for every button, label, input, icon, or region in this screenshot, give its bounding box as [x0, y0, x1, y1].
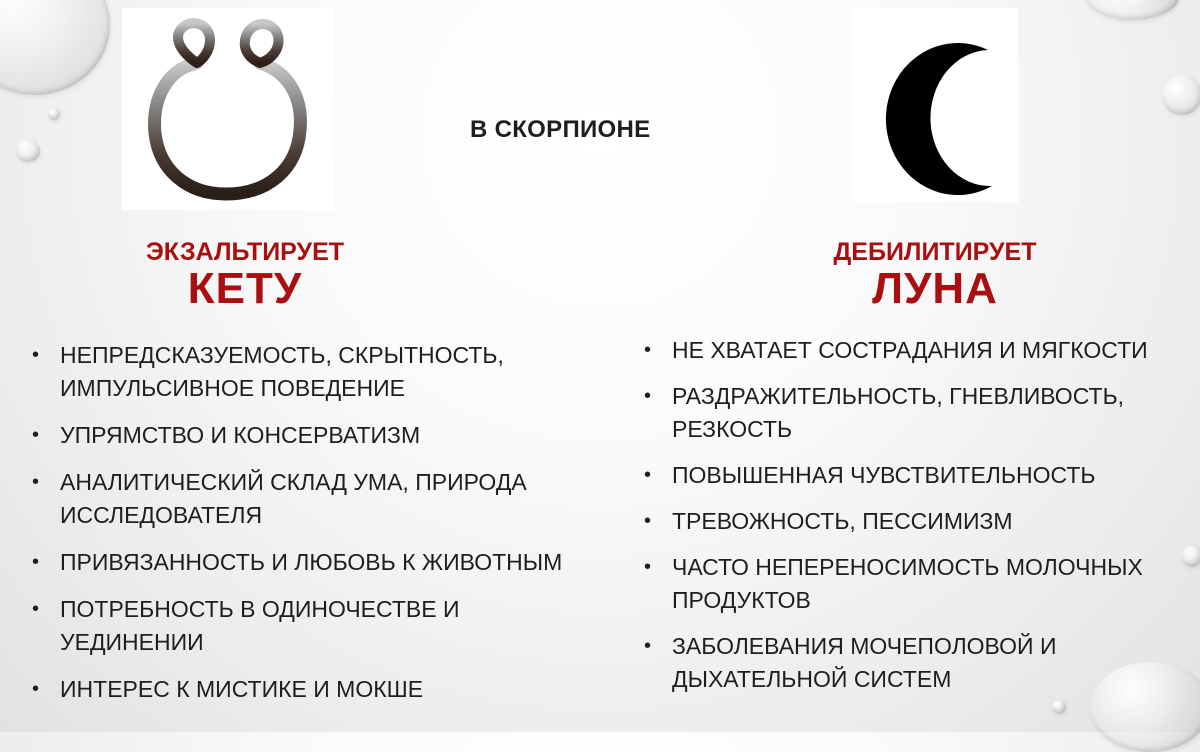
list-item: • ИНТЕРЕС К МИСТИКЕ И МОКШЕ	[32, 673, 592, 706]
list-item: • ЗАБОЛЕВАНИЯ МОЧЕПОЛОВОЙ И ДЫХАТЕЛЬНОЙ СИСТЕМ	[644, 630, 1189, 696]
water-drop-decoration	[1162, 75, 1200, 115]
water-drop-decoration	[1085, 0, 1180, 20]
left-status-heading: ЭКЗАЛЬТИРУЕТ	[145, 238, 345, 266]
moon-logo-box	[852, 8, 1018, 202]
list-item: • ТРЕВОЖНОСТЬ, ПЕССИМИЗМ	[644, 505, 1189, 538]
crescent-moon-icon	[852, 8, 1018, 202]
list-item: • ЧАСТО НЕПЕРЕНОСИМОСТЬ МОЛОЧНЫХ ПРОДУКТОВ	[644, 551, 1189, 617]
list-item: • УПРЯМСТВО И КОНСЕРВАТИЗМ	[32, 419, 592, 452]
list-item: • ПОТРЕБНОСТЬ В ОДИНОЧЕСТВЕ И УЕДИНЕНИИ	[32, 593, 592, 659]
right-traits-list	[644, 334, 1189, 709]
list-item: • АНАЛИТИЧЕСКИЙ СКЛАД УМА, ПРИРОДА ИССЛЕДОВАТЕЛЯ	[32, 466, 592, 532]
ketu-logo-box	[122, 8, 334, 210]
water-drop-decoration	[16, 140, 40, 162]
list-item: • РАЗДРАЖИТЕЛЬНОСТЬ, ГНЕВЛИВОСТЬ, РЕЗКОСТЬ	[644, 380, 1189, 446]
right-status-heading: ДЕБИЛИТИРУЕТ	[833, 238, 1037, 266]
list-item: • НЕПРЕДСКАЗУЕМОСТЬ, СКРЫТНОСТЬ, ИМПУЛЬСИВНОЕ ПОВЕДЕНИЕ	[32, 339, 592, 405]
water-drop-decoration	[48, 108, 60, 120]
left-planet-heading: КЕТУ	[187, 264, 303, 313]
list-item: • ПРИВЯЗАННОСТЬ И ЛЮБОВЬ К ЖИВОТНЫМ	[32, 546, 592, 579]
water-drop-decoration	[0, 0, 110, 95]
list-item: • ПОВЫШЕННАЯ ЧУВСТВИТЕЛЬНОСТЬ	[644, 459, 1189, 492]
ketu-icon	[122, 8, 334, 210]
right-planet-heading: ЛУНА	[872, 264, 998, 313]
left-traits-list	[32, 339, 592, 720]
list-item: • НЕ ХВАТАЕТ СОСТРАДАНИЯ И МЯГКОСТИ	[644, 334, 1189, 367]
slide-subtitle: В СКОРПИОНЕ	[470, 116, 651, 143]
